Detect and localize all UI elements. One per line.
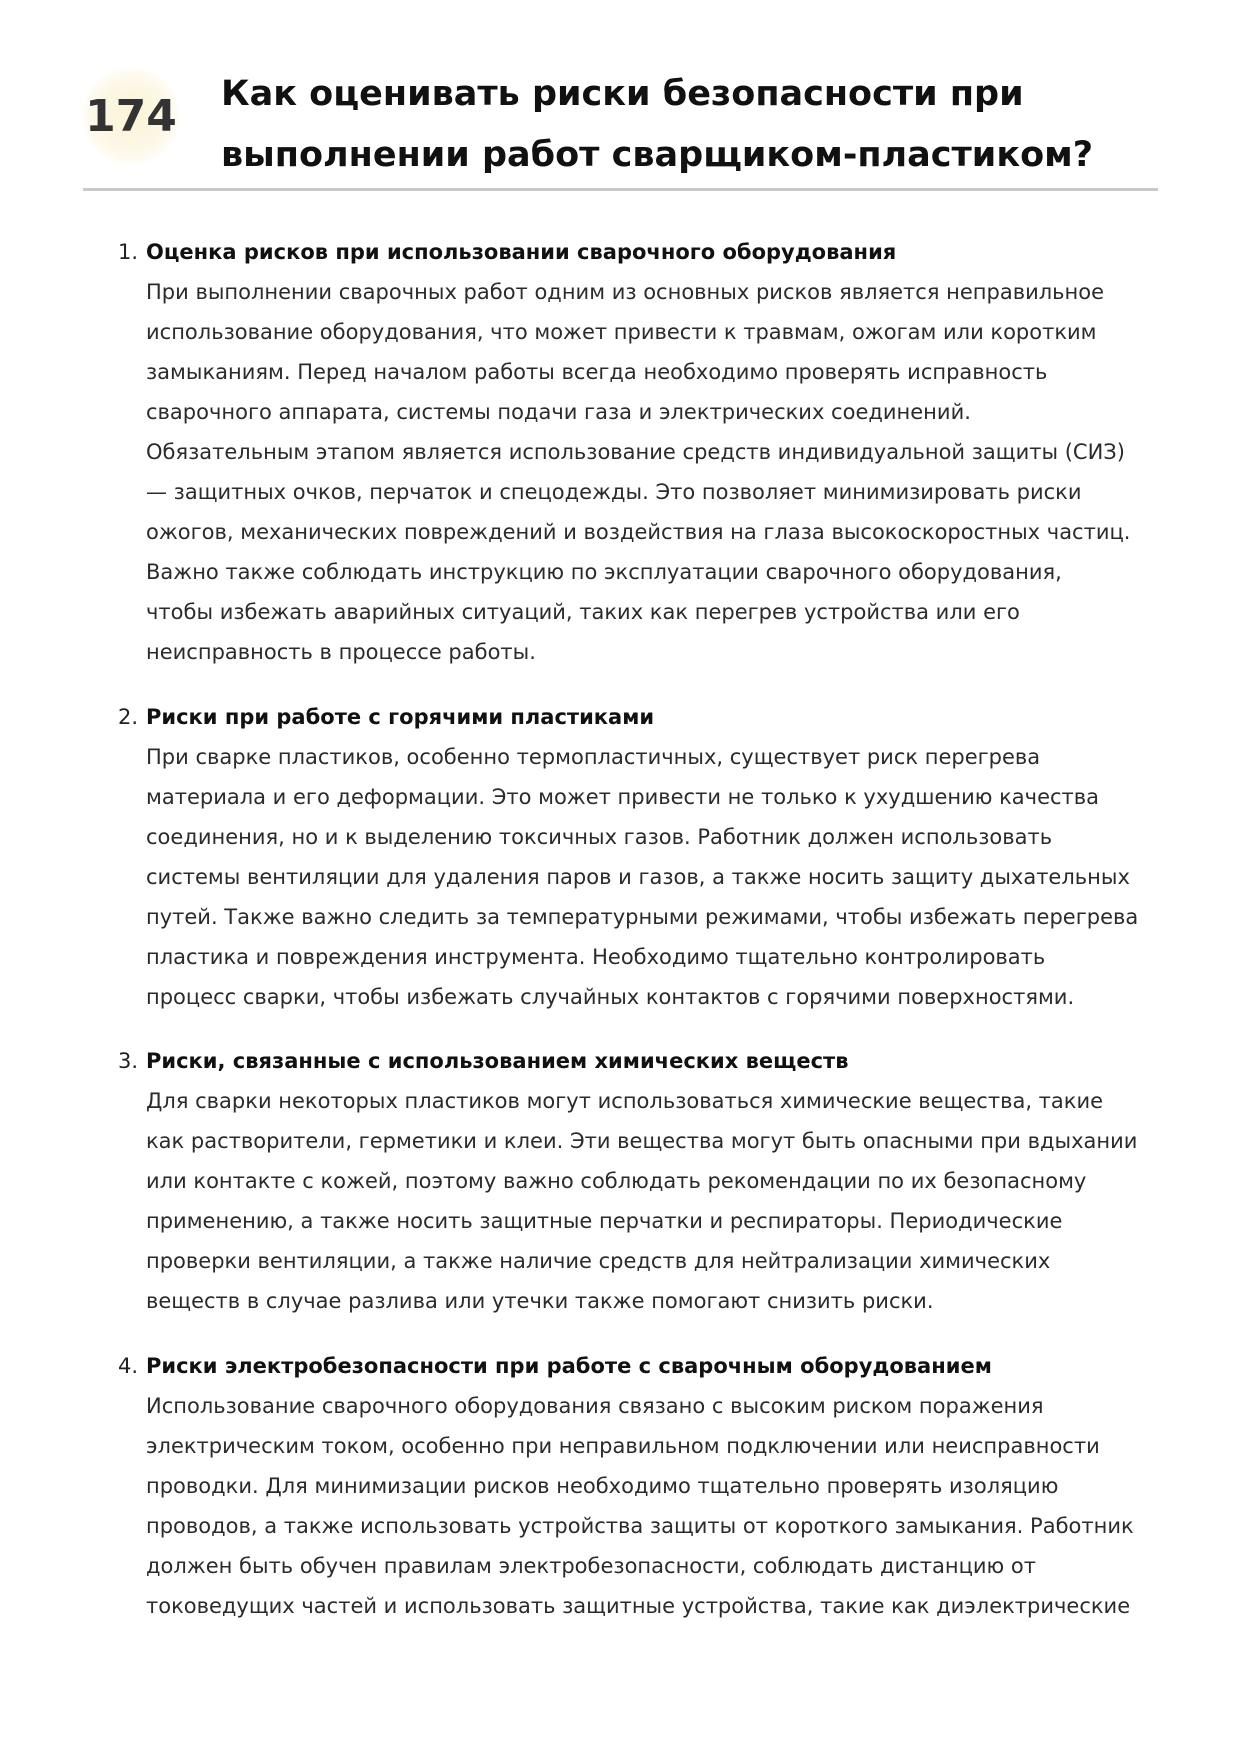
list-item (118, 232, 1163, 672)
item-number: 3. (118, 1049, 139, 1073)
item-heading: Риски электробезопасности при работе с сварочным оборудованием (146, 1354, 992, 1378)
item-number: 2. (118, 705, 139, 729)
item-number: 4. (118, 1354, 139, 1378)
item-text: Для сварки некоторых пластиков могут использоваться химические вещества, такие как растворители, герметики и клеи. Эти вещества могут быть опасными при вдыхании или контакте с кожей, поэтому важно соблюдать рекомендации по их безопасному применению, а также носить защитные перчатки и респираторы. Периодические проверки вентиляции, а также наличие средств для нейтрализации химических веществ в случае разлива или утечки также помогают снизить риски. (146, 1089, 1138, 1313)
list-item (118, 697, 1163, 1017)
item-heading: Риски при работе с горячими пластиками (146, 705, 655, 729)
list-item (118, 1346, 1163, 1626)
question-header (83, 60, 1158, 191)
item-number: 1. (118, 240, 139, 264)
item-text: Использование сварочного оборудования связано с высоким риском поражения электрическим током, особенно при неправильном подключении или неисправности проводки. Для минимизации рисков необходимо тщательно проверять изоляцию проводов, а также использовать устройства защиты от короткого замыкания. Работник должен быть обучен правилам электробезопасности, соблюдать дистанцию от токоведущих частей и использовать защитные устройства, такие как диэлектрические (146, 1394, 1134, 1618)
item-heading: Оценка рисков при использовании сварочного оборудования (146, 240, 897, 264)
risk-list (118, 232, 1163, 1626)
page-title: Как оценивать риски безопасности при выполнении работ сварщиком-пластиком? (221, 74, 1094, 175)
item-text: При выполнении сварочных работ одним из основных рисков является неправильное использование оборудования, что может привести к травмам, ожогам или коротким замыканиям. Перед началом работы всегда необходимо проверять исправность сварочного аппарата, системы подачи газа и электрических соединений. Обязательным этапом является использование средств индивидуальной защиты (СИЗ) — защитных очков, перчаток и спецодежды. Это позволяет минимизировать риски ожогов, механических повреждений и воздействия на глаза высокоскоростных частиц. Важно также соблюдать инструкцию по эксплуатации сварочного оборудования, чтобы избежать аварийных ситуаций, таких как перегрев устройства или его неисправность в процессе работы. (146, 280, 1131, 664)
item-heading: Риски, связанные с использованием химических веществ (146, 1049, 849, 1073)
item-text: При сварке пластиков, особенно термопластичных, существует риск перегрева материала и его деформации. Это может привести не только к ухудшению качества соединения, но и к выделению токсичных газов. Работник должен использовать системы вентиляции для удаления паров и газов, а также носить защиту дыхательных путей. Также важно следить за температурными режимами, чтобы избежать перегрева пластика и повреждения инструмента. Необходимо тщательно контролировать процесс сварки, чтобы избежать случайных контактов с горячими поверхностями. (146, 745, 1139, 1009)
question-number-badge: 174 (83, 68, 179, 164)
list-item (118, 1041, 1163, 1321)
